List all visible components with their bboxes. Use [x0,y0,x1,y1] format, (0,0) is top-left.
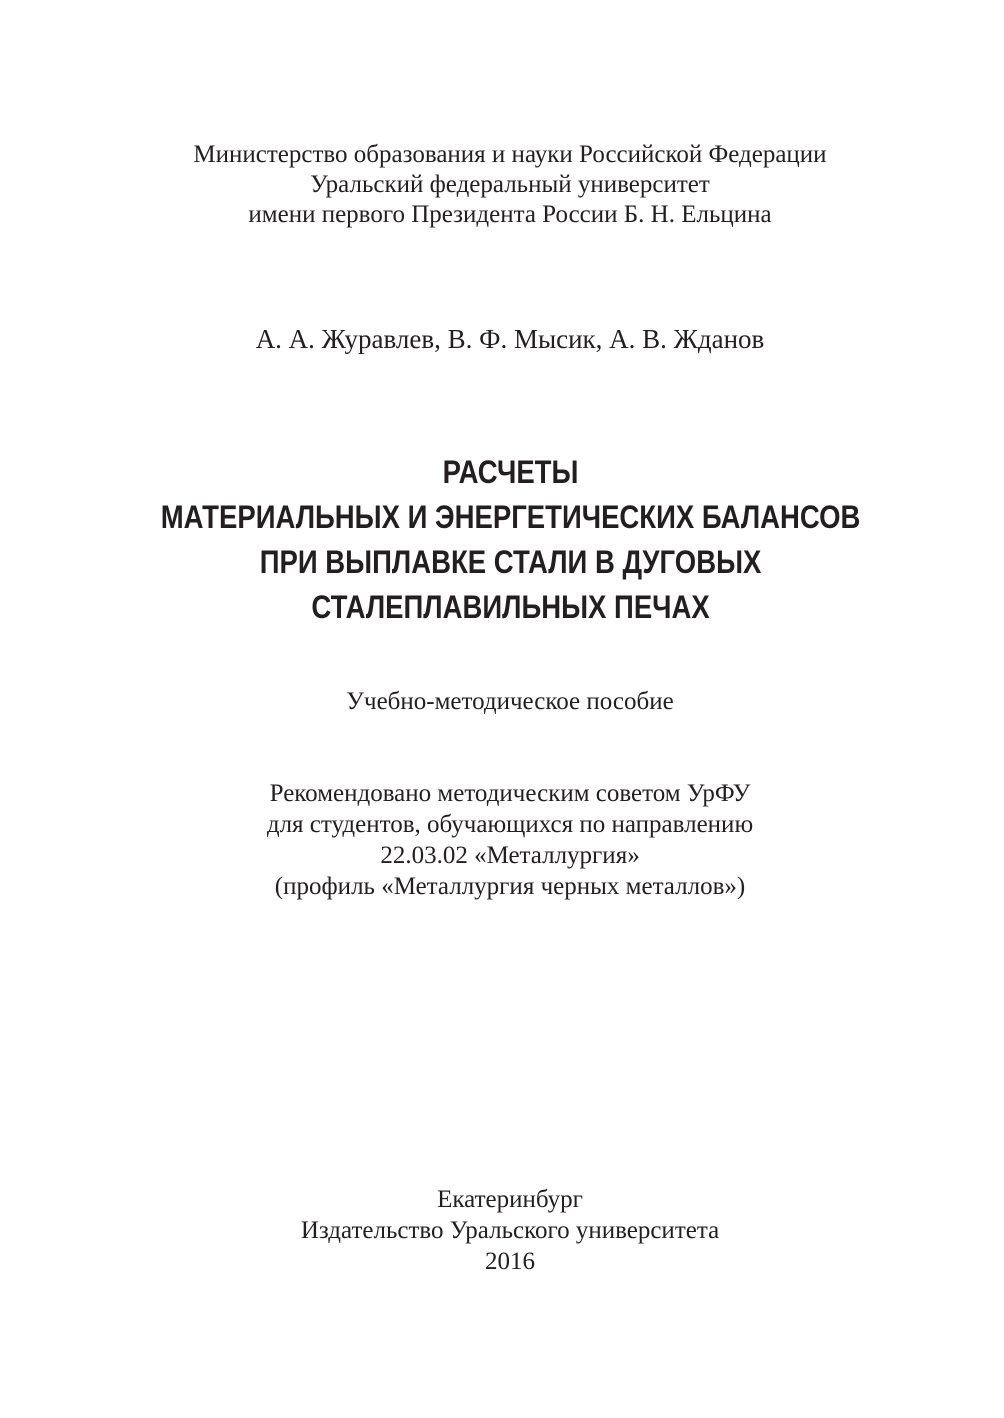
book-title [79,450,942,630]
recommendation-block [8,778,1004,902]
imprint-year: 2016 [485,1248,535,1275]
organization-block [8,140,1004,230]
title-line-3: ПРИ ВЫПЛАВКЕ СТАЛИ В ДУГОВЫХ [259,544,762,580]
title-line-1: РАСЧЕТЫ [442,454,579,490]
title-line-2: МАТЕРИАЛЬНЫХ И ЭНЕРГЕТИЧЕСКИХ БАЛАНСОВ [160,499,861,535]
imprint-block [8,1184,1004,1277]
document-type: Учебно-методическое пособие [346,688,674,715]
recommendation-line-2: для студентов, обучающихся по направлению [266,811,754,838]
authors: А. А. Журавлев, В. Ф. Мысик, А. В. Жданов [255,324,765,354]
imprint-city: Екатеринбург [437,1186,583,1213]
imprint-publisher: Издательство Уральского университета [300,1217,720,1244]
ministry-line: Министерство образования и науки Российской Федерации [193,141,827,168]
title-line-4: СТАЛЕПЛАВИЛЬНЫХ ПЕЧАХ [311,589,710,625]
recommendation-line-4: (профиль «Металлургия черных металлов») [274,873,746,900]
university-line: Уральский федеральный университет [310,171,710,198]
recommendation-line-1: Рекомендовано методическим советом УрФУ [269,780,751,807]
university-name-line: имени первого Президента России Б. Н. Ельцина [248,201,772,228]
recommendation-line-3: 22.03.02 «Металлургия» [380,842,640,869]
